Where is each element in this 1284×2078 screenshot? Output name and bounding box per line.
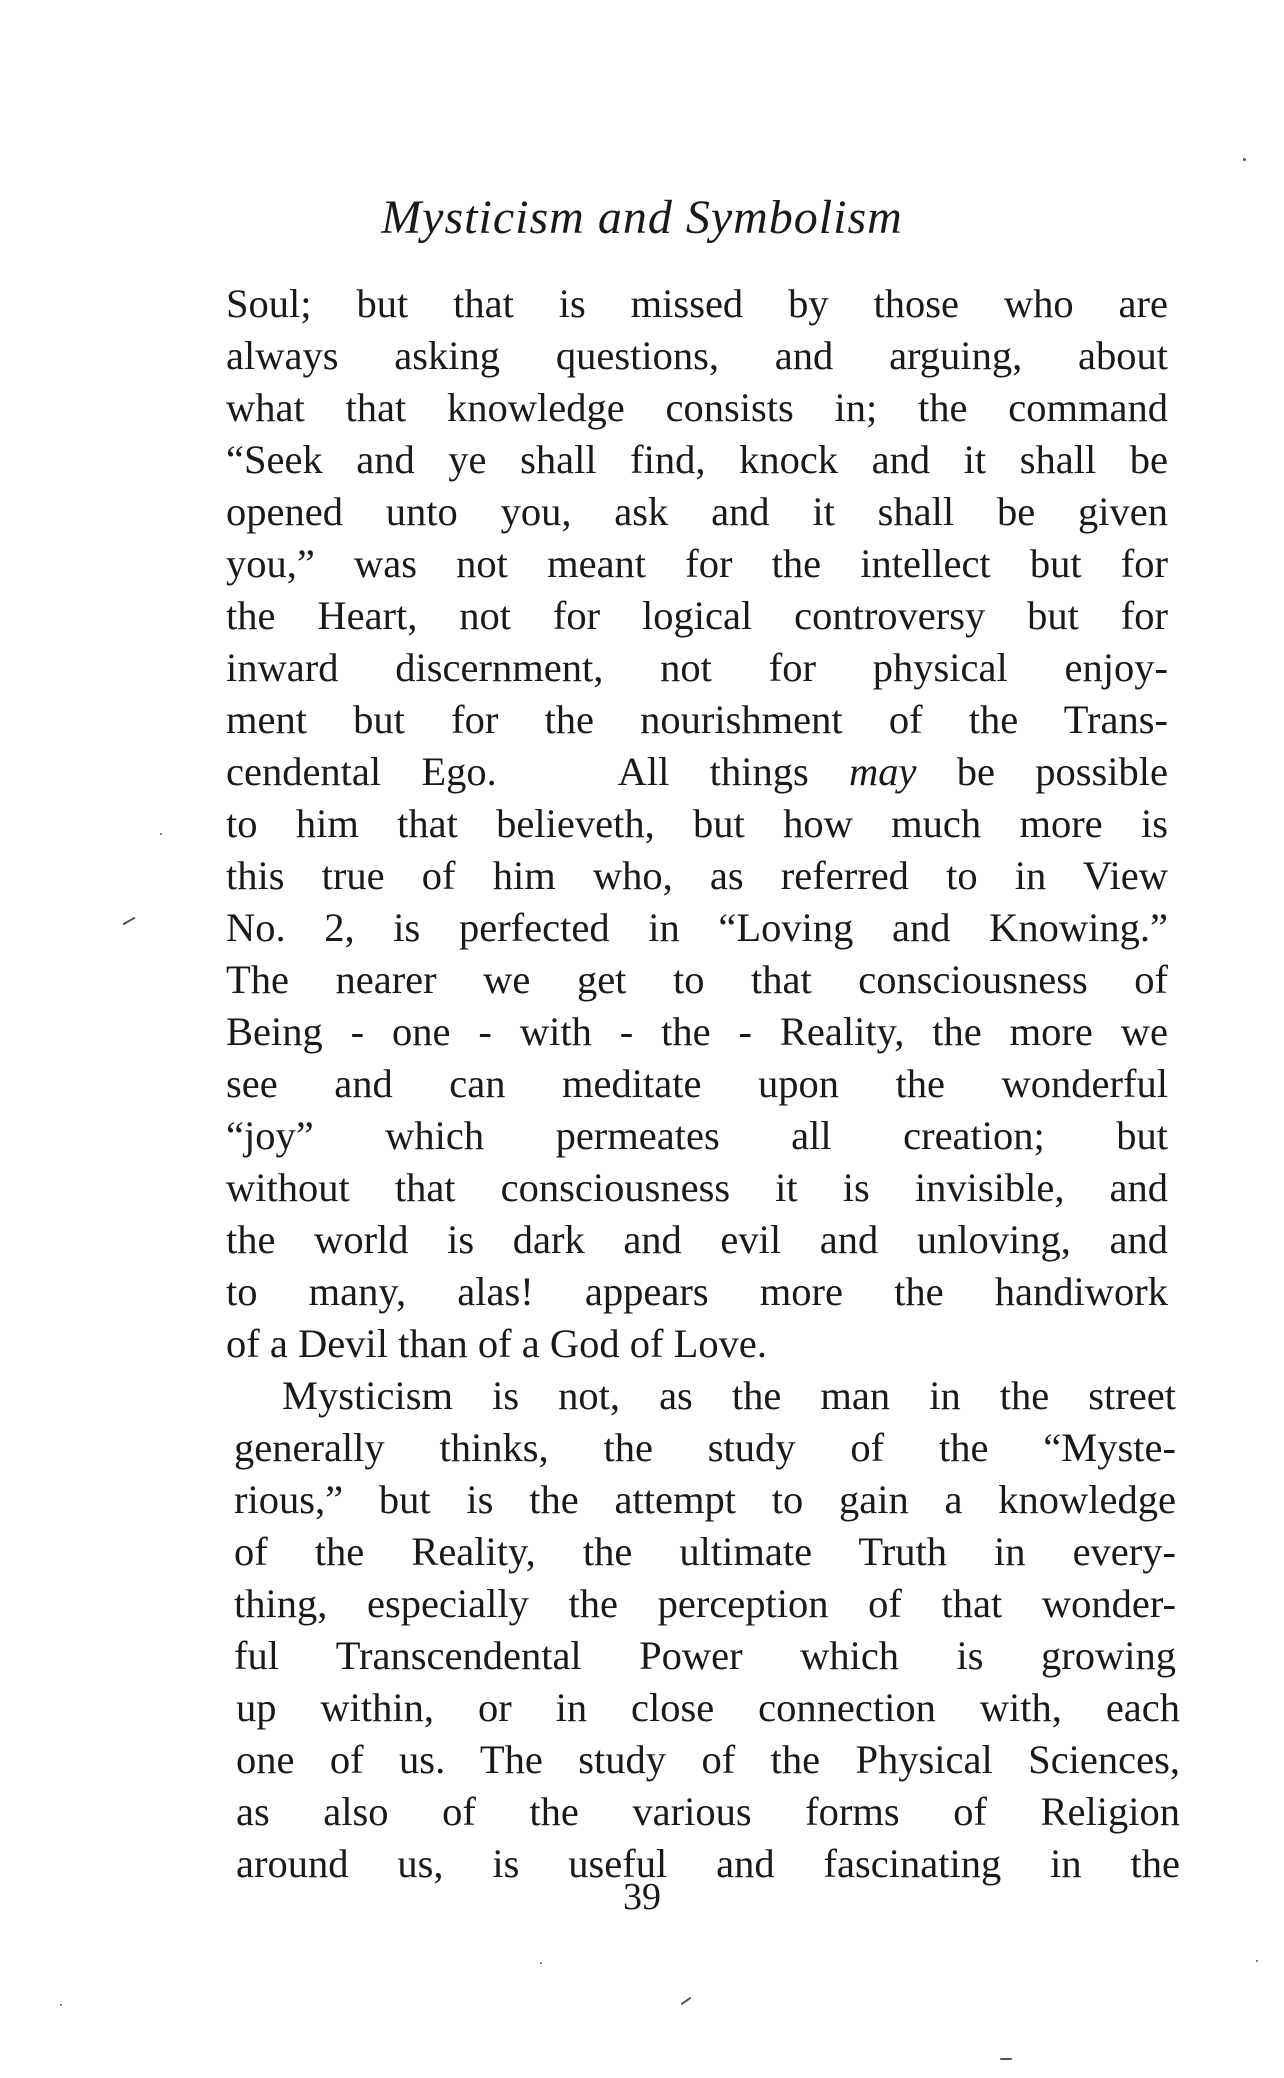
scan-speck <box>540 1962 542 1964</box>
italic-word: may <box>848 749 917 794</box>
scan-speck <box>122 917 135 926</box>
text-line: of a Devil than of a God of Love. <box>226 1321 767 1366</box>
text-line <box>226 746 1168 798</box>
text-segment: cendental Ego. <box>226 749 497 794</box>
scan-speck <box>1243 158 1246 161</box>
scan-speck <box>160 833 162 835</box>
text-line: ful Transcendental Power which is growing <box>234 1633 1176 1678</box>
text-line: around us, is useful and fascinating in the <box>236 1841 1180 1886</box>
text-line: without that consciousness it is invisible, and <box>226 1165 1168 1210</box>
text-line: as also of the various forms of Religion <box>236 1789 1180 1834</box>
body-text <box>226 278 1180 1890</box>
text-line: Mysticism is not, as the man in the street <box>282 1373 1176 1418</box>
text-line: generally thinks, the study of the “Myste- <box>234 1425 1176 1470</box>
text-line: what that knowledge consists in; the command <box>226 385 1168 430</box>
text-line: No. 2, is perfected in “Loving and Knowing.” <box>226 905 1168 950</box>
text-segment: All things <box>617 749 809 794</box>
text-line: one of us. The study of the Physical Sciences, <box>236 1737 1180 1782</box>
text-line: see and can meditate upon the wonderful <box>226 1061 1168 1106</box>
text-line: Soul; but that is missed by those who are <box>226 281 1168 326</box>
scan-speck <box>60 2004 62 2006</box>
text-line: The nearer we get to that consciousness of <box>226 957 1168 1002</box>
text-line: rious,” but is the attempt to gain a knowledge <box>234 1477 1176 1522</box>
scan-speck <box>1000 2058 1012 2060</box>
text-line: up within, or in close connection with, each <box>236 1685 1180 1730</box>
running-head: Mysticism and Symbolism <box>381 191 903 244</box>
text-line: opened unto you, ask and it shall be given <box>226 489 1168 534</box>
text-line: this true of him who, as referred to in View <box>226 853 1168 898</box>
text-line: ment but for the nourishment of the Trans- <box>226 697 1168 742</box>
paragraph <box>226 1370 1180 1890</box>
text-line: of the Reality, the ultimate Truth in every- <box>234 1529 1176 1574</box>
text-line: thing, especially the perception of that wonder- <box>234 1581 1176 1626</box>
paragraph <box>226 278 1168 1370</box>
text-line: “joy” which permeates all creation; but <box>226 1113 1168 1158</box>
page-number: 39 <box>623 1876 661 1918</box>
text-line: Being - one - with - the - Reality, the more we <box>226 1009 1168 1054</box>
text-line: to him that believeth, but how much more is <box>226 801 1168 846</box>
scan-speck <box>1256 1960 1258 1962</box>
text-line: “Seek and ye shall find, knock and it shall be <box>226 437 1168 482</box>
text-line: always asking questions, and arguing, about <box>226 333 1168 378</box>
text-line: the Heart, not for logical controversy but for <box>226 593 1168 638</box>
text-line: to many, alas! appears more the handiwork <box>226 1269 1168 1314</box>
text-line: you,” was not meant for the intellect but for <box>226 541 1168 586</box>
scan-speck <box>681 1997 692 2006</box>
text-line: the world is dark and evil and unloving, and <box>226 1217 1168 1262</box>
text-line: inward discernment, not for physical enjoy- <box>226 645 1168 690</box>
text-segment: be possible <box>956 749 1169 794</box>
